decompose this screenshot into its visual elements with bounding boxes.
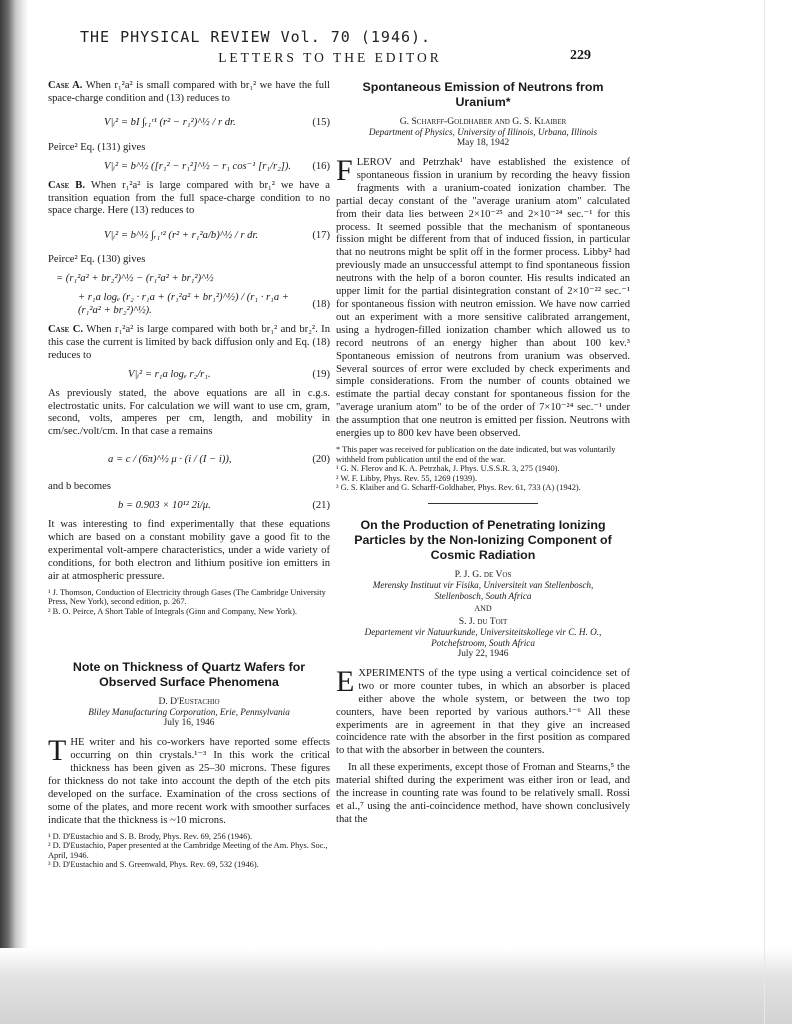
page-number: 229 <box>570 48 591 63</box>
peirce-130-line: Peirce² Eq. (130) gives <box>48 254 146 266</box>
quartz-dropcap: T <box>48 734 67 768</box>
equation-18-number: (18) <box>312 298 330 310</box>
quartz-article-date: July 16, 1946 <box>163 718 215 729</box>
equation-19-number: (19) <box>312 368 330 380</box>
cosmic-article-body-2: In all these experiments, except those of Froman and Stearns,⁵ the material shifted during the experiment was either iron or lead, and the increase in counting rate was found to be relatively small. Rossi et al.,⁷ using the anti-coincidence method, have shown conclusively that the <box>336 762 630 825</box>
cosmic-and: AND <box>474 603 492 613</box>
equation-18-expression-a: = (r₁²a² + br₂²)^½ − (r₁²a² + br₁²)^½ <box>56 273 214 285</box>
article-separator-rule <box>428 503 538 504</box>
quartz-footnote-3: ³ D. D'Eustachio and S. Greenwald, Phys. Rev. 69, 532 (1946). <box>48 860 259 870</box>
neutron-article-authors: G. Scharff-Goldhaber and G. S. Klaiber <box>399 116 567 127</box>
cosmic-author-1: P. J. G. de Vos <box>454 568 512 580</box>
quartz-article-author: D. D'Eustachio <box>158 696 220 708</box>
cosmic-affiliation-1b: Stellenbosch, South Africa <box>434 590 532 601</box>
neutron-footnote-1: ¹ G. N. Flerov and K. A. Petrzhak, J. Phys. U.S.S.R. 3, 275 (1940). <box>336 464 560 474</box>
cosmic-affiliation-2b: Potchefstroom, South Africa <box>431 637 535 648</box>
neutron-footnote-star: * This paper was received for publication on the date indicated, but was voluntarily withheld from publication until the end of the war. <box>336 444 616 464</box>
equation-21-expression: b = 0.903 × 10¹² 2i/μ. <box>118 500 211 512</box>
case-b-paragraph <box>48 180 330 219</box>
footnote-2: ² B. O. Peirce, A Short Table of Integrals (Ginn and Company, New York). <box>48 606 297 616</box>
equation-18-line-b <box>48 292 330 318</box>
equation-16-number: (16) <box>312 160 330 172</box>
cosmic-affiliation-2a: Departement vir Natuurkunde, Universiteitskollege vir C. H. O., <box>364 626 602 637</box>
equation-15 <box>48 112 330 136</box>
cosmic-article-body-1 <box>336 664 630 758</box>
quartz-article-title: Note on Thickness of Quartz Wafers for Observed Surface Phenomena <box>72 660 306 690</box>
case-c-label: Case C. <box>48 323 84 335</box>
case-a-paragraph <box>48 80 330 106</box>
neutron-article-affiliation: Department of Physics, University of Illinois, Urbana, Illinois <box>368 127 598 137</box>
equation-16-expression: V|ᵢ² = b^½ ([r₁² − r₁²]^½ − r₁ cos⁻¹ [r₁/r₂]). <box>104 160 292 172</box>
cosmic-author-2: S. J. du Toit <box>458 615 508 627</box>
equation-18-expression-b: + r₁a logₑ (r₂ · r₁a + (r₁²a² + br₁²)^½) / (r₁ · r₁a + (r₁²a² + br₂²)^½). <box>78 292 289 317</box>
right-column <box>336 80 630 831</box>
equation-19-expression: V|ᵢ² = r₁a logₑ r₂/r₁. <box>128 368 211 380</box>
neutron-article-body <box>336 154 630 441</box>
equation-15-expression: V|ᵢ² = bI ∫ᵣ₁ʳ¹ (r² − r₁²)^½ / r dr. <box>104 117 236 129</box>
neutron-article-date: May 18, 1942 <box>456 138 510 148</box>
equation-20-expression: a = c / (6π)^½ μ · (i / (I − i)), <box>108 453 232 465</box>
equation-19 <box>48 369 330 382</box>
quartz-body-text: HE writer and his co-workers have reported some effects occurring on thin crystals.¹⁻³ In this work the critical thickness has been given as 25–30 microns. These figures for thickness do not take into account the depth of the etch pits developed on the surface. Examination of the cross sections of some of the plates, and more recent work with smoother surfaces indicate that the thickness is ~10 microns. <box>48 737 330 826</box>
neutron-article-title: Spontaneous Emission of Neutrons from Uranium* <box>362 80 604 109</box>
footnote-1: ¹ J. Thomson, Conduction of Electricity through Gases (The Cambridge University Press, New York), second edition, p. 267. <box>48 587 326 607</box>
equation-21-number: (21) <box>312 500 330 512</box>
units-paragraph: As previously stated, the above equations are all in c.g.s. electrostatic units. For calculation we will want to use cm, gram, second, volts, amperes per cm, length, and mobility in cm/sec./volt/cm. In that case a remains <box>48 387 330 438</box>
equation-20 <box>48 445 330 475</box>
case-c-paragraph <box>48 324 330 363</box>
neutron-footnote-3: ³ G. S. Klaiber and G. Scharff-Goldhaber, Phys. Rev. 61, 733 (A) (1942). <box>336 483 581 493</box>
running-head-journal: THE PHYSICAL REVIEW Vol. 70 (1946). <box>80 28 432 46</box>
case-c-text: When r₁²a² is large compared with both br₁² and br₂². In this case the current is limited by back diffusion only and Eq. (18) reduces to <box>48 323 330 361</box>
case-b-label: Case B. <box>48 179 86 191</box>
case-a-label: Case A. <box>48 80 83 91</box>
b-becomes-line: and b becomes <box>48 481 111 493</box>
cosmic-dropcap: E <box>336 664 355 698</box>
column-gap <box>48 616 330 660</box>
closing-paragraph: It was interesting to find experimentally that these equations which are based on a constant mobility gave a good fit to the experimental volt-ampere characteristics, under a wide variety of conditions, for both electron and lithium positive ion emitters in air at atmospheric pressure. <box>48 519 330 582</box>
equation-17 <box>48 224 330 248</box>
case-b-text: When r₁²a² is large compared with br₁² we have a transition equation from the full space-charge condition to no space charge. Here (13) reduces to <box>48 179 330 217</box>
equation-17-number: (17) <box>312 229 330 241</box>
neutron-dropcap: F <box>336 154 353 187</box>
quartz-article-body <box>48 734 330 827</box>
peirce-131-line: Peirce² Eq. (131) gives <box>48 141 146 153</box>
equation-17-expression: V|ᵢ² = b^½ ∫ᵣ₁ʳ² (r² + r₁²a/b)^½ / r dr. <box>104 229 259 241</box>
cosmic-body-text-1: XPERIMENTS of the type using a vertical coincidence set of two or more counter tubes, in which an absorber is placed either above the whole system, or between the two top counters, have been reported by various authors.¹⁻⁶ All these experiments are in agreement in that they give an increased coincidence rate with the absorber in the first position as compared to that with the absorber in between the counters. <box>336 667 630 757</box>
quartz-footnote-1: ¹ D. D'Eustachio and S. B. Brody, Phys. Rev. 69, 256 (1946). <box>48 831 253 841</box>
equation-15-number: (15) <box>312 117 330 129</box>
neutron-footnote-2: ² W. F. Libby, Phys. Rev. 55, 1269 (1939). <box>336 473 478 483</box>
equation-20-number: (20) <box>312 453 330 465</box>
neutron-body-text: LEROV and Petrzhak¹ have established the existence of spontaneous fission in uranium by recording the heavy fission fragments with a uranium-coated ionization chamber. The partial decay constant of the "average uranium atom" calculated from their data lies between 2×10⁻²⁵ and 2×10⁻²⁴ sec.⁻¹ for this process. It seemed possible that the mechanism of spontaneous fission might be different from that of induced fission, in particular that no neutrons might be split off in the former process. Libby² had previously made an unsuccessful attempt to find spontaneous fission neutrons with the help of a boron counter. His results indicated an upper limit for the partial disintegration constant of 2×10⁻²² sec.⁻¹ for spontaneous fission with neutron emission. We have now carried out an experiment with a more sensitive calibrated arrangement, using a hydrogen-filled ionization chamber which allowed us to record neutrons of an energy higher than about 100 kev.³ Spontaneous emission of neutrons from uranium was observed. Several sources of error were excluded by check experiments and simple considerations. From the number of counts obtained we estimate the partial decay constant for spontaneous fission for the "average uranium atom" to be of the order of 7×10⁻²⁴ sec.⁻¹ under the assumption that one neutron is emitted per fission. Neutrons with energies up to 800 kev have been observed. <box>336 157 630 440</box>
left-column <box>48 80 330 870</box>
quartz-footnote-2: ² D. D'Eustachio, Paper presented at the Cambridge Meeting of the Am. Phys. Soc., April, 1946. <box>48 841 328 860</box>
cosmic-article-title: On the Production of Penetrating Ionizing Particles by the Non-Ionizing Component of Cosmic Radiation <box>354 517 612 562</box>
cosmic-article-date: July 22, 1946 <box>457 648 509 659</box>
running-head-section: LETTERS TO THE EDITOR <box>218 50 442 65</box>
quartz-article-affiliation: Bliley Manufacturing Corporation, Erie, Pennsylvania <box>88 707 290 718</box>
case-a-text: When r₁²a² is small compared with br₁² we have the full space-charge condition and (13) reduces to <box>48 80 330 104</box>
equation-21 <box>48 500 330 513</box>
equation-18-line-a <box>48 273 330 286</box>
cosmic-affiliation-1a: Merensky Instituut vir Fisika, Universiteit van Stellenbosch, <box>372 579 594 590</box>
equation-16 <box>48 161 330 174</box>
